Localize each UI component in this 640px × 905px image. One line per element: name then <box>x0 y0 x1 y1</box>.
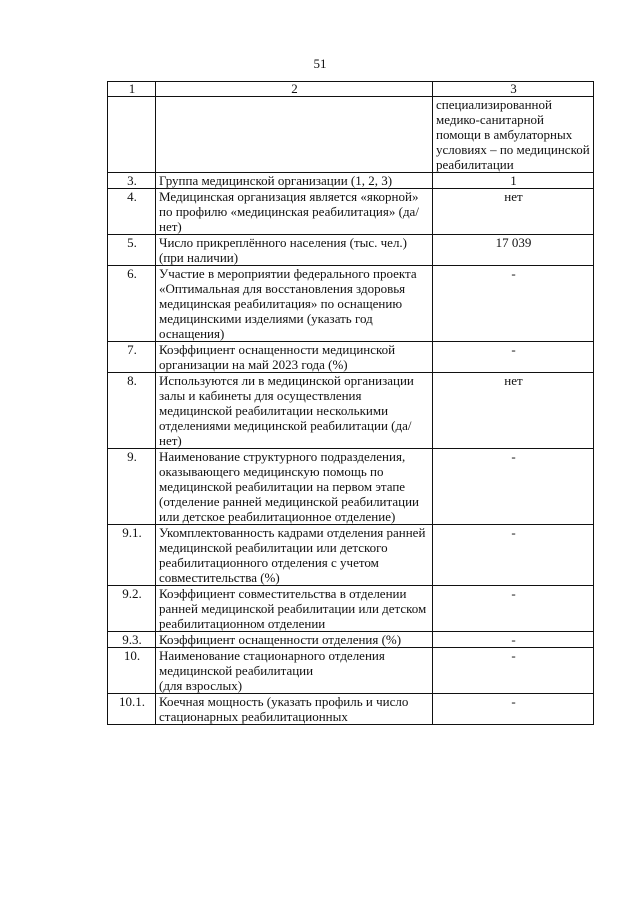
row-description: Участие в мероприятии федерального проекта «Оптимальная для восстановления здоровья медицинская реабилитация» по оснащению медицинскими изделиями (указать год оснащения) <box>156 266 433 342</box>
row-value: нет <box>433 373 594 449</box>
table-row <box>108 235 594 266</box>
row-description: Коэффициент оснащенности медицинской организации на май 2023 года (%) <box>156 342 433 373</box>
table-row <box>108 586 594 632</box>
row-number: 6. <box>108 266 156 342</box>
row-value: - <box>433 632 594 648</box>
header-cell-number: 1 <box>108 82 156 97</box>
row-number: 5. <box>108 235 156 266</box>
row-value: - <box>433 449 594 525</box>
row-number: 9. <box>108 449 156 525</box>
row-number: 9.2. <box>108 586 156 632</box>
row-description: Число прикреплённого населения (тыс. чел.) (при наличии) <box>156 235 433 266</box>
row-value: - <box>433 586 594 632</box>
row-description <box>156 97 433 173</box>
document-table <box>107 81 594 725</box>
row-value: - <box>433 694 594 725</box>
header-cell-value: 3 <box>433 82 594 97</box>
row-description: Коэффициент оснащенности отделения (%) <box>156 632 433 648</box>
row-number: 7. <box>108 342 156 373</box>
row-description: Группа медицинской организации (1, 2, 3) <box>156 173 433 189</box>
table-row <box>108 525 594 586</box>
table-row-continuation <box>108 97 594 173</box>
row-number <box>108 97 156 173</box>
table-header-row <box>108 82 594 97</box>
table-row <box>108 449 594 525</box>
row-number: 9.3. <box>108 632 156 648</box>
row-number: 10.1. <box>108 694 156 725</box>
row-value: 1 <box>433 173 594 189</box>
row-description: Используются ли в медицинской организации залы и кабинеты для осуществления медицинской реабилитации несколькими отделениями медицинской реабилитации (да/нет) <box>156 373 433 449</box>
row-value: нет <box>433 189 594 235</box>
row-description: Наименование стационарного отделения медицинской реабилитации (для взрослых) <box>156 648 433 694</box>
row-value: специализированной медико-санитарной помощи в амбулаторных условиях – по медицинской реабилитации <box>433 97 594 173</box>
row-number: 10. <box>108 648 156 694</box>
table-row <box>108 189 594 235</box>
page-number: 51 <box>313 56 327 71</box>
row-number: 3. <box>108 173 156 189</box>
row-value: - <box>433 648 594 694</box>
row-number: 8. <box>108 373 156 449</box>
row-description: Коэффициент совместительства в отделении ранней медицинской реабилитации или детском реабилитационном отделении <box>156 586 433 632</box>
row-description: Медицинская организация является «якорной» по профилю «медицинская реабилитация» (да/нет) <box>156 189 433 235</box>
row-value: - <box>433 525 594 586</box>
row-description: Наименование структурного подразделения, оказывающего медицинскую помощь по медицинской реабилитации на первом этапе (отделение ранней медицинской реабилитации или детское реабилитационное отделение) <box>156 449 433 525</box>
row-description: Укомплектованность кадрами отделения ранней медицинской реабилитации или детского реабилитационного отделения с учетом совместительства (%) <box>156 525 433 586</box>
table-row <box>108 342 594 373</box>
table-row <box>108 694 594 725</box>
row-value: 17 039 <box>433 235 594 266</box>
table-row <box>108 373 594 449</box>
row-value: - <box>433 342 594 373</box>
row-number: 9.1. <box>108 525 156 586</box>
table-row <box>108 632 594 648</box>
table-row <box>108 266 594 342</box>
row-description: Коечная мощность (указать профиль и число стационарных реабилитационных <box>156 694 433 725</box>
row-value: - <box>433 266 594 342</box>
row-number: 4. <box>108 189 156 235</box>
table-row <box>108 648 594 694</box>
table-row <box>108 173 594 189</box>
header-cell-description: 2 <box>156 82 433 97</box>
